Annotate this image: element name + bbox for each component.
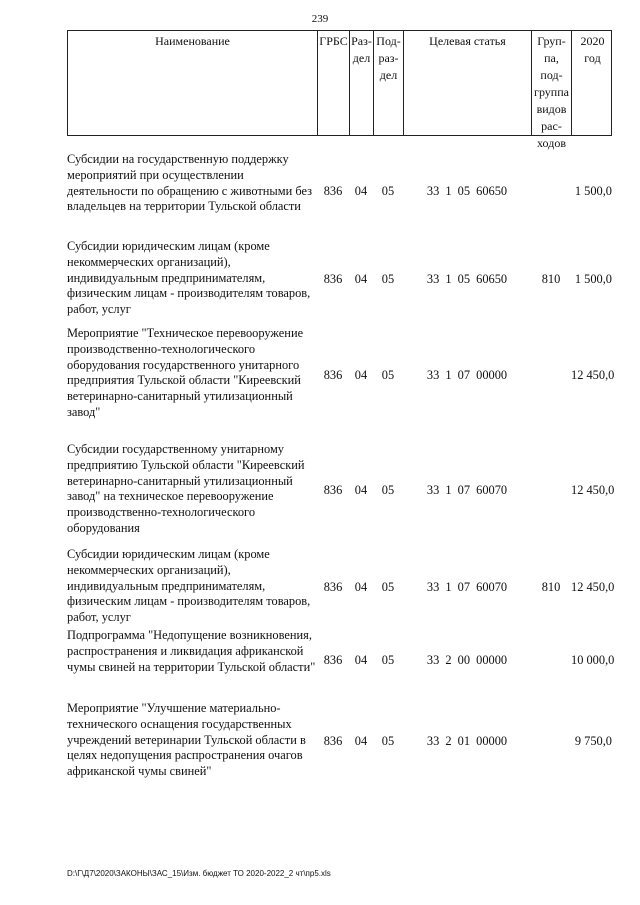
table-row	[67, 152, 612, 232]
table-row	[67, 628, 615, 693]
page-number: 239	[311, 13, 329, 25]
header-podrazdel: Под- раз- дел	[374, 31, 404, 135]
row-target: 33 1 05 60650	[426, 184, 508, 198]
header-razdel: Раз- дел	[350, 31, 374, 135]
row-podrazdel: 05	[381, 368, 395, 382]
table-row	[67, 326, 615, 426]
row-name: Субсидии на государственную поддержку мероприятий при осуществлении деятельности по обращению с животными без владельцев на территории Тульской области	[67, 152, 313, 214]
row-grbs: 836	[323, 653, 343, 667]
row-name: Мероприятие "Техническое перевооружение производственно-технологического оборудования государственного унитарного предприятия Тульской области "Киреевский ветеринарно-санитарный утилизационный завод"	[67, 326, 304, 419]
row-target: 33 2 00 00000	[426, 653, 508, 667]
row-razdel: 04	[354, 483, 368, 497]
row-podrazdel: 05	[381, 734, 395, 748]
row-amount: 12 450,0	[571, 580, 615, 594]
table-row	[67, 442, 615, 542]
table-row	[67, 239, 612, 319]
row-grbs: 836	[323, 734, 343, 748]
row-amount: 10 000,0	[571, 653, 615, 667]
header-grbs: ГРБС	[318, 31, 350, 135]
row-razdel: 04	[354, 653, 368, 667]
row-group: 810	[541, 580, 561, 594]
header-year: 2020 год	[580, 34, 605, 65]
table-row	[67, 547, 615, 627]
row-amount: 12 450,0	[571, 483, 615, 497]
row-grbs: 836	[323, 272, 343, 286]
header-target: Целевая статья	[404, 31, 532, 135]
row-grbs: 836	[323, 368, 343, 382]
row-name: Субсидии государственному унитарному предприятию Тульской области "Киреевский ветеринарно-санитарный утилизационный завод" на техническое перевооружение производственно-технологического оборудования	[67, 442, 305, 535]
row-amount: 9 750,0	[574, 734, 612, 748]
row-grbs: 836	[323, 580, 343, 594]
row-name: Субсидии юридическим лицам (кроме некоммерческих организаций), индивидуальным предпринимателям, физическим лицам - производителям товаров, работ, услуг	[67, 239, 311, 317]
row-razdel: 04	[354, 580, 368, 594]
row-podrazdel: 05	[381, 653, 395, 667]
row-amount: 12 450,0	[571, 368, 615, 382]
table-row	[67, 701, 612, 786]
row-razdel: 04	[354, 368, 368, 382]
row-target: 33 2 01 00000	[426, 734, 508, 748]
row-amount: 1 500,0	[574, 184, 612, 198]
row-podrazdel: 05	[381, 272, 395, 286]
row-target: 33 1 07 00000	[426, 368, 508, 382]
row-razdel: 04	[354, 734, 368, 748]
row-target: 33 1 07 60070	[426, 580, 508, 594]
row-name: Мероприятие "Улучшение материально-технического оснащения государственных учреждений ветеринарии Тульской области в целях недопущения распространения очагов африканской чумы свиней"	[67, 701, 306, 779]
row-name: Подпрограмма "Недопущение возникновения, распространения и ликвидация африканской чумы свиней на территории Тульской области"	[67, 628, 316, 674]
row-grbs: 836	[323, 483, 343, 497]
row-razdel: 04	[354, 184, 368, 198]
row-razdel: 04	[354, 272, 368, 286]
row-target: 33 1 05 60650	[426, 272, 508, 286]
row-podrazdel: 05	[381, 483, 395, 497]
row-podrazdel: 05	[381, 580, 395, 594]
row-name: Субсидии юридическим лицам (кроме некоммерческих организаций), индивидуальным предпринимателям, физическим лицам - производителям товаров, работ, услуг	[67, 547, 311, 625]
row-podrazdel: 05	[381, 184, 395, 198]
row-amount: 1 500,0	[574, 272, 612, 286]
footer-file-path: D:\Г\Д7\2020\ЗАКОНЫ\ЗАС_15\Изм. бюджет ТО 2020-2022_2 чт\пр5.xls	[67, 869, 331, 878]
header-name: Наименование	[68, 31, 318, 135]
table-header	[67, 30, 612, 150]
row-group: 810	[541, 272, 561, 286]
row-grbs: 836	[323, 184, 343, 198]
header-group: Груп- па, под- группа видов рас- ходов	[532, 31, 572, 135]
row-target: 33 1 07 60070	[426, 483, 508, 497]
